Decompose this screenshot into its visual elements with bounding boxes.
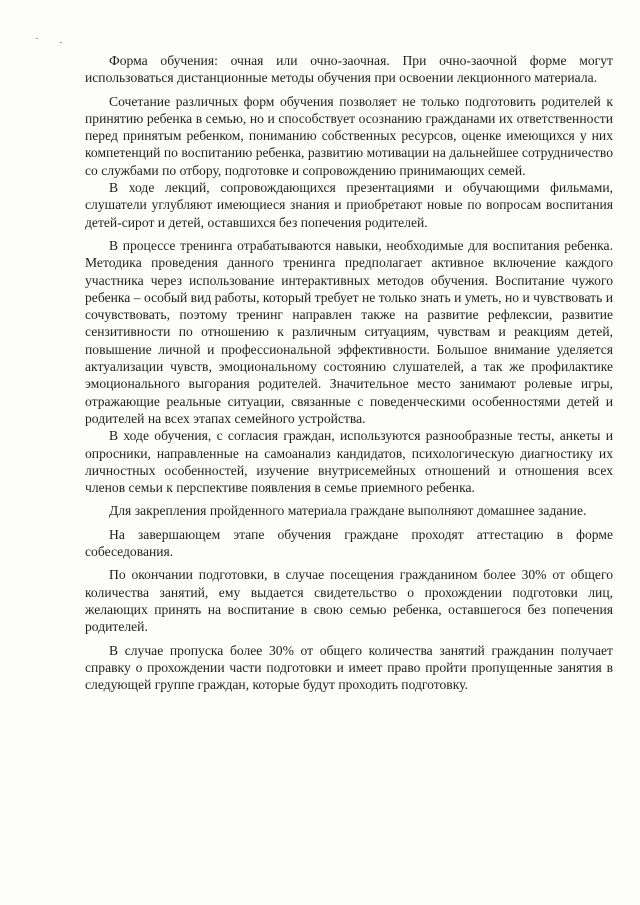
paragraph-absence: В случае пропуска более 30% от общего количества занятий гражданин получает справку о прохождении части подготовки и имеет право пройти пропущенные занятия в следующей группе граждан, которые будут проходить подготовку.	[85, 642, 613, 693]
paragraph-certificate: По окончании подготовки, в случае посещения гражданином более 30% от общего количества занятий, ему выдается свидетельство о прохождении подготовки лиц, желающих принять на воспитание в свою семью ребенка, оставшегося без попечения родителей.	[85, 567, 613, 635]
scan-speck	[60, 42, 62, 43]
paragraph-lectures: В ходе лекций, сопровождающихся презентациями и обучающими фильмами, слушатели углубляют имеющиеся знания и приобретают новые по вопросам воспитания детей-сирот и детей, оставшихся без попечения родителей.	[85, 180, 613, 230]
scan-speck	[36, 38, 38, 39]
paragraph-homework: Для закрепления пройденного материала граждане выполняют домашнее задание.	[109, 503, 587, 519]
paragraph-training: В процессе тренинга отрабатываются навыки, необходимые для воспитания ребенка. Методика проведения данного тренинга предполагает активное включение каждого участника через использование интерактивных методов обучения. Воспитание чужого ребенка – особый вид работы, который требует не только знать и уметь, но и чувствовать и сочувствовать, поэтому тренинг направлен также на развитие рефлексии, развитие сензитивности по отношению к различным ситуациям, чувствам и реакциям детей, повышение личной и профессиональной эффективности. Большое внимание уделяется актуализации чувств, эмоциональному состоянию слушателей, а так же профилактике эмоционального выгорания родителей. Значительное место занимают ролевые игры, отражающие реальные ситуации, связанные с поведенческими особенностями детей и родителей на всех этапах семейного устройства.	[85, 237, 613, 426]
paragraph-study-form: Форма обучения: очная или очно-заочная. При очно-заочной форме могут использоваться дистанционные методы обучения при освоении лекционного материала.	[85, 53, 613, 86]
paragraph-combined-forms: Сочетание различных форм обучения позволяет не только подготовить родителей к принятию ребенка в семью, но и способствует осознанию гражданами их ответственности перед принятым ребенком, пониманию собственных ресурсов, оценке имеющихся у них компетенций по воспитанию ребенка, развитию мотивации на дальнейшее сотрудничество со службами по отбору, подготовке и сопровождению принимающих семей.	[85, 93, 613, 178]
paragraph-tests: В ходе обучения, с согласия граждан, используются разнообразные тесты, анкеты и опросники, направленные на самоанализ кандидатов, психологическую диагностику их личностных особенностей, изучение внутрисемейных отношений и отношения всех членов семьи к перспективе появления в семье приемного ребенка.	[85, 428, 613, 496]
paragraph-attestation: На завершающем этапе обучения граждане проходят аттестацию в форме собеседования.	[85, 526, 613, 560]
document-body	[85, 52, 613, 693]
